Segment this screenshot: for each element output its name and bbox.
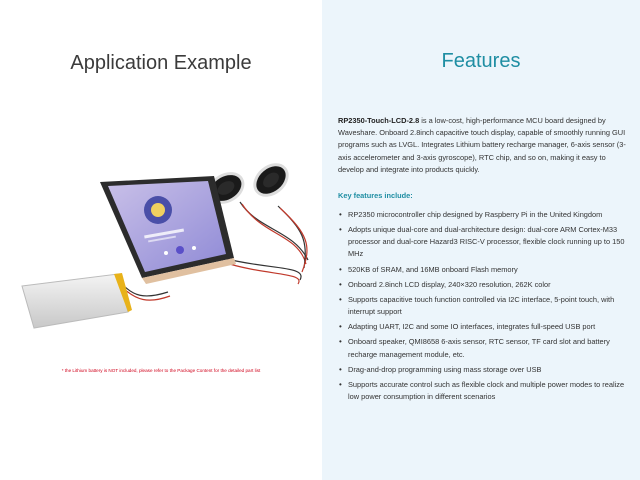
feature-list [338,209,634,406]
feature-text: Supports accurate control such as flexible clock and multiple power modes to realize low power consumption in different scenarios [348,379,625,401]
bullet-icon: • [339,322,342,332]
bullet-icon: • [339,364,342,374]
feature-text: Onboard 2.8inch LCD display, 240×320 resolution, 262K color [348,279,551,289]
feature-text: Onboard speaker, QMI8658 6-axis sensor, RTC sensor, TF card slot and battery recharge management module, etc. [348,337,610,359]
feature-text: 520KB of SRAM, and 16MB onboard Flash memory [348,264,518,274]
bullet-icon: • [339,294,342,304]
list-item [338,321,634,333]
features-panel [322,0,640,480]
speaker-wires [223,202,308,284]
product-name: RP2350-Touch-LCD-2.8 [338,116,420,125]
list-item [338,279,634,291]
bullet-icon: • [339,264,342,274]
feature-text: Supports capacitive touch function controlled via I2C interface, 5-point touch, with interrupt support [348,294,615,317]
list-item [338,364,634,376]
list-item [338,379,634,403]
list-item [338,209,634,221]
list-item [338,294,634,318]
feature-text: Drag-and-drop programming using mass storage over USB [348,364,542,374]
key-features-heading: Key features include: [338,191,413,200]
list-item [338,224,634,260]
bullet-icon: • [339,279,342,289]
product-illustration [18,150,318,340]
product-description: is a low-cost, high-performance MCU board designed by Waveshare. Onboard 2.8inch capacitive touch display, capable of smoothly running GUI programs such as LVGL. Integrates Lithium battery recharge manager, 6-axis sensor (3-axis accelerometer and 3-axis gyroscope), RTC chip, and so on, making it easy to develop and integrate into products quickly. [338,116,626,174]
battery-wires [123,285,170,300]
product-intro [338,115,630,176]
bullet-icon: • [339,225,342,235]
list-item [338,336,634,360]
feature-text: RP2350 microcontroller chip designed by Raspberry Pi in the United Kingdom [348,210,603,219]
feature-text: Adapting UART, I2C and some IO interfaces, integrates full-speed USB port [348,322,596,332]
list-item [338,264,634,276]
application-example-title: Application Example [70,52,252,74]
features-title: Features [441,50,521,72]
bullet-icon: • [339,337,342,347]
bullet-icon: • [339,379,342,389]
feature-text: Adopts unique dual-core and dual-architecture design: dual-core ARM Cortex-M33 processor and dual-core Hazard3 RISC-V processor, flexible clock running up to 150 MHz [348,225,625,259]
bullet-icon: • [339,210,342,219]
speaker-right [249,158,293,201]
battery-disclaimer: * the Lithium battery is NOT included, please refer to the Package Content for the detailed part list [61,368,261,373]
rp2350-touch-lcd-board [100,176,236,284]
lithium-battery [22,273,132,328]
